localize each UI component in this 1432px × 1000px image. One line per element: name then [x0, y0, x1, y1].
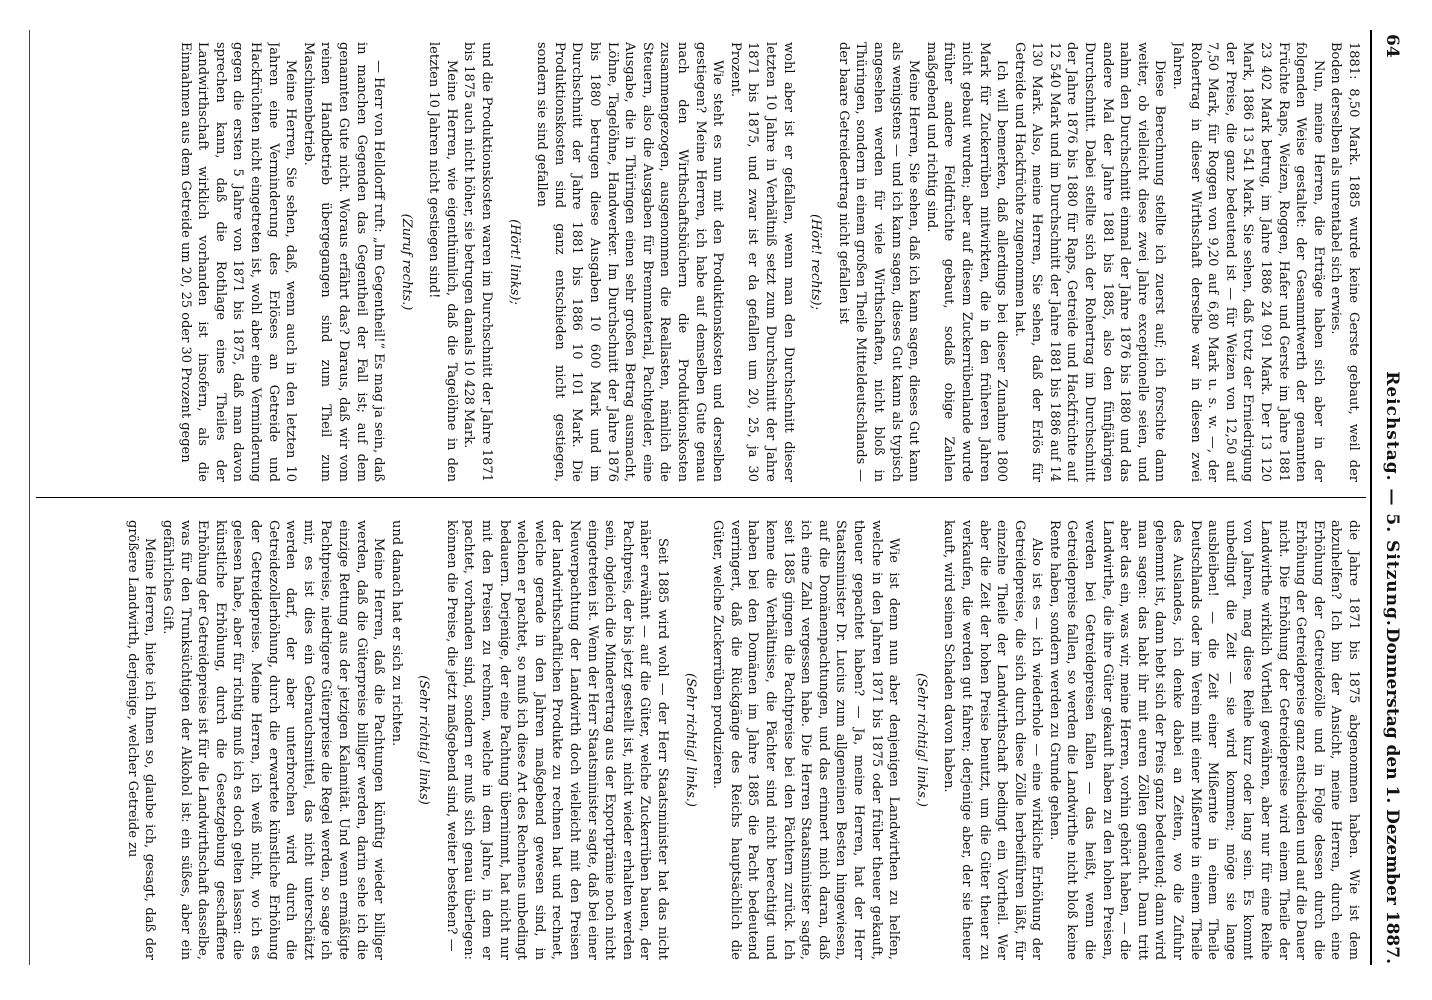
interjection: (Zuruf rechts.) [398, 213, 414, 311]
paragraph: Seit 1885 wird wohl — der Herr Staatsminister hat das nicht näher erwähnt — auf die Güter, welche Zuckerrüben bauen, der Pachtpreis, der bis jetzt gestellt ist, nicht wieder erhalten werden sein, obgleich die Minderertrag aus der Exportprämie noch nicht eingetreten ist. Wenn der Herr Staatsminister sagte, daß bei einer Neuverpachtung der Landwirth doch vielleicht mit den Preisen der landwirthschaftlichen Produkte zu rechnen hat und rechnet, welche gerade in den Jahren maßgebend gewesen sind, in welchen er pachtet, so muß ich diese Art des Rechnens unbedingt bedauern. Derjenige, der eine Pachtung übernimmt, hat nicht nur mit den Preisen zu rechnen, welche in dem Jahre, in dem er pachtet, vorhanden sind, sondern er muß sich genau überlegen: können die Preise, die jetzt maßgebend sind, weiter bestehen? — [443, 520, 671, 960]
paragraph: und die Produktionskosten waren im Durchschnitt der Jahre 1871 bis 1875 auch nicht höher, sie betrugen damals 10 428 Mark. [461, 42, 495, 482]
page-number: 64 [1382, 34, 1402, 58]
paragraph: Wie ist denn nun aber denjenigen Landwirthen zu helfen, welche in den Jahren 1871 bis 1875 oder früher theuer gekauft, theuer gepachtet haben? — Ja, meine Herren, hat der Herr Staatsminister Dr. Lucius zum allgemeinen Besten hingewiesen, auf die Domänenpachtungen, und das erinnert mich daran, daß ich eine Zahl vergessen habe. Die Herren Staatsminister sagte, seit 1885 gingen die Pachtpreise bei den Pächtern zurück. Ich kenne die Verhältnisse, die Pächter sind nicht berechtigt und haben bei den Domänen im Jahre 1885 die Pacht bedeutend verringert, daß die Rückgänge des Reichs hauptsächlich die Güter, welche Zuckerrüben produzieren. [710, 520, 902, 960]
column-separator [36, 497, 1366, 498]
paragraph: Meine Herren, Sie sehen, daß ich kann sagen, dieses Gut kann als wenigstens — und ich kann sagen, dieses Gut kann als typisch angesehen werden für viele Wirthschaften, nicht bloß in Thüringen, sondern in einem großen Theile Mitteldeutschlands — der baare Getreideertrag nicht gefallen ist [835, 42, 922, 482]
header-rule [1370, 30, 1372, 965]
interjection: (Sehr richtig! links.) [913, 673, 929, 807]
paragraph: und danach hat er sich zu richten. [388, 520, 404, 747]
footer-rule [29, 30, 30, 965]
page-header [1374, 34, 1414, 964]
paragraph: wohl aber ist er gefallen, wenn man den Durchschnitt dieser letzten 10 Jahre in Verhältniß setzt zum Durchschnitt der Jahre 1871 bis 1875, und zwar ist er da gefallen um 20, 25, ja 30 Prozent. [727, 42, 796, 482]
paragraph: Nun, meine Herren, die Erträge haben sich aber in der folgenden Weise gestaltet: der Gesammtwerth der genannten Früchte Raps, Weizen, Roggen, Hafer und Gerste im Jahre 1881 23 402 Mark betrug, im Jahre 1886 24 091 Mark. Der 13 120 Mark, 1886 13 541 Mark. Sie sehen, daß trotz der Erniedrigung der Preise, die ganz bedeutend ist — für Weizen von 12,50 auf 7,50 Mark, für Roggen von 9,20 auf 6,80 Mark u. s. w. —, der Rohertrag in dieser Wirthschaft derselbe war in diesen zwei Jahren. [1170, 42, 1326, 482]
paragraph: die Jahre 1871 bis 1875 abgenommen haben. Wie ist dem abzuhelfen? Ich bin der Ansicht, meine Herren, durch eine Erhöhung der Getreidezölle und in Folge dessen durch die Erhöhung der Getreidepreise ganz entschieden und auf die Dauer nicht. Die Erhöhung der Getreidepreise wird einem Theile der Landwirthe wirklich Vortheil gewähren, aber nur für eine Reihe von Jahren, mag diese Reihe kurz oder lang sein. Es kommt unbedingt die Zeit — sie wird kommen; möge sie lange ausbleiben! — die Zeit einer Mißernte in einem Theile Deutschlands oder im Verein mit einer Mißernte in einem Theile des Auslandes, ich denke dabei an Zeiten, wo die Zufuhr gehemmt ist, dann hebt sich der Preis ganz bedeutend; dann wird man sagen: das habt ihr mit euren Zöllen gemacht. Dann tritt aber das ein, was wir, meine Herren, vorhin gehört haben, — die Landwirthe, die ihre Güter gekauft haben zu den hohen Preisen, werden bei Getreidepreisen fallen — das heißt, wenn die Getreidepreise fallen, so werden die Landwirthe nicht bloß keine Rente haben, sondern werden zu Grunde gehen. [1046, 520, 1361, 960]
paragraph: Wie steht es nun mit den Produktionskosten und derselben gestiegen? Meine Herren, ich habe auf demselben Gute genau nach den Wirthschaftsbüchern die Produktionskosten zusammengezogen, ausgenommen die Reallasten, nämlich die Steuern, also die Ausgaben für Brennmaterial, Pachtgelder, eine Ausgabe, die in Thüringen einen sehr großen Betrag ausmacht, Löhne, Tagelöhne, Handwerker. Im Durchschnitt der Jahre 1876 bis 1880 betrugen diese Ausgaben 10 600 Mark und im Durchschnitt der Jahre 1881 bis 1886 10 101 Mark. Die Produktionskosten sind ganz entschieden nicht gestiegen, sondern sie sind gefallen [534, 42, 726, 482]
interjection: (Sehr richtig! links.) [682, 673, 698, 807]
paragraph: Meine Herren, hiete ich Ihnen so, glaube ich, gesagt, daß der größere Landwirth, derjenige, welcher Getreide zu [124, 520, 158, 960]
paragraph: — Herr von Helldorff ruft: „Im Gegentheil!“ Es mag ja sein, daß in manchen Gegenden das Gegentheil der Fall ist; auf dem genannten Gute nicht. Woraus erfährt das? Daraus, daß wir vom reinen Handbetrieb übergegangen sind zum Theil zum Maschinenbetrieb. [300, 42, 387, 482]
paragraph: Ich will bemerken, daß allerdings bei dieser Zunahme 1800 Mark für Zuckerrüben mitwirkten, die in den früheren Jahren nicht gebaut wurden; aber auf diesem Zuckerrübenlande wurde früher andere Feldfrüchte gebaut, sodaß obige Zahlen maßgebend und richtig sind. [923, 42, 1010, 482]
paragraph: Meine Herren, wie eigenthümlich, daß die Tagelöhne in den letzten 10 Jahren nicht gestiegen sind! [426, 42, 459, 482]
paragraph: Meine Herren, Sie sehen, daß, wenn auch in den letzten 10 Jahren eine Verminderung des Erlöses an Getreide und Hackfrüchten nicht eingetreten ist, wohl aber eine Verminderung gegen die ersten 5 Jahre von 1871 bis 1875, daß man davon sprechen kann, daß die Rothlage eines Theiles der Landwirthschaft wirklich vorhanden ist insofern, als die Einnahmen aus dem Getreide um 20, 25 oder 30 Prozent gegen [177, 42, 299, 482]
page-date: Donnerstag den 1. Dezember 1887. [1382, 627, 1402, 964]
paragraph: Meine Herren, daß die Pachtungen künftig wieder billiger werden, daß die Güterpreise billiger werden, darin sehe ich die einzige Rettung aus der jetzigen Kalamität. Und wenn ermäßigte Pachtpreise, niedrigere Güterpreise die Regel werden, so sage ich mir, es ist dies ein Gebrauchsmittel, das nicht unterschätzt werden darf, der aber unterbrochen wird durch die Getreidezollerhöhung, durch die erwartete künstliche Erhöhung der Getreidepreise. Meine Herren, ich weiß nicht, wo ich es gelesen habe, aber für richtig muß ich es doch gelten lassen: die künstliche Erhöhung, durch die Gesetzgebung geschaffene Erhöhung der Getreidepreise ist für die Landwirthschaft dasselbe, was für den Trunksüchtigen der Alkohol ist: ein süßes, aber ein gefährliches Gift. [160, 520, 387, 960]
interjection: (Hört! rechts); [808, 214, 824, 310]
right-column [42, 520, 1362, 960]
interjection: (Sehr richtig! links) [416, 675, 432, 805]
interjection: (Hört! links); [506, 219, 522, 305]
page-title: Reichstag. — 5. Sitzung. [1382, 371, 1402, 627]
paragraph: 1881: 8,50 Mark. 1885 wurde keine Gerste gebaut, weil der Boden derselben als unrentabel sich erwies. [1328, 42, 1361, 482]
paragraph: Diese Berechnung stellte ich zuerst auf; ich forschte dann weiter, ob vielleicht diese zwei Jahre exceptionelle seien, und nahm den Durchschnitt einmal der Jahre 1876 bis 1880 und das andere Mal der Jahre 1881 bis 1885, also den fünfjährigen Durchschnitt. Dabei stellte sich der Rohertrag im Durchschnitt der Jahre 1876 bis 1880 für Raps, Getreide und Hackfrüchte auf 12 540 Mark und im Durchschnitt der Jahre 1881 bis 1886 auf 14 130 Mark. Also, meine Herren, Sie sehen, daß der Erlös für Getreide und Hackfrüchte zugenommen hat. [1011, 42, 1168, 482]
paragraph: Also ist es — ich wiederhole — eine wirkliche Erhöhung der Getreidepreise, die sich durch diese Zölle herbeiführen läßt, für einzelne Theile der Landwirthschaft bedingt ein Vortheil. Wer aber die Zeit der hohen Preise benutzt, um die Güter theuer zu verkaufen, die werden gut fahren; derjenige aber, der sie theuer kauft, wird seinen Schaden davon haben. [941, 520, 1045, 960]
left-column [42, 42, 1362, 482]
